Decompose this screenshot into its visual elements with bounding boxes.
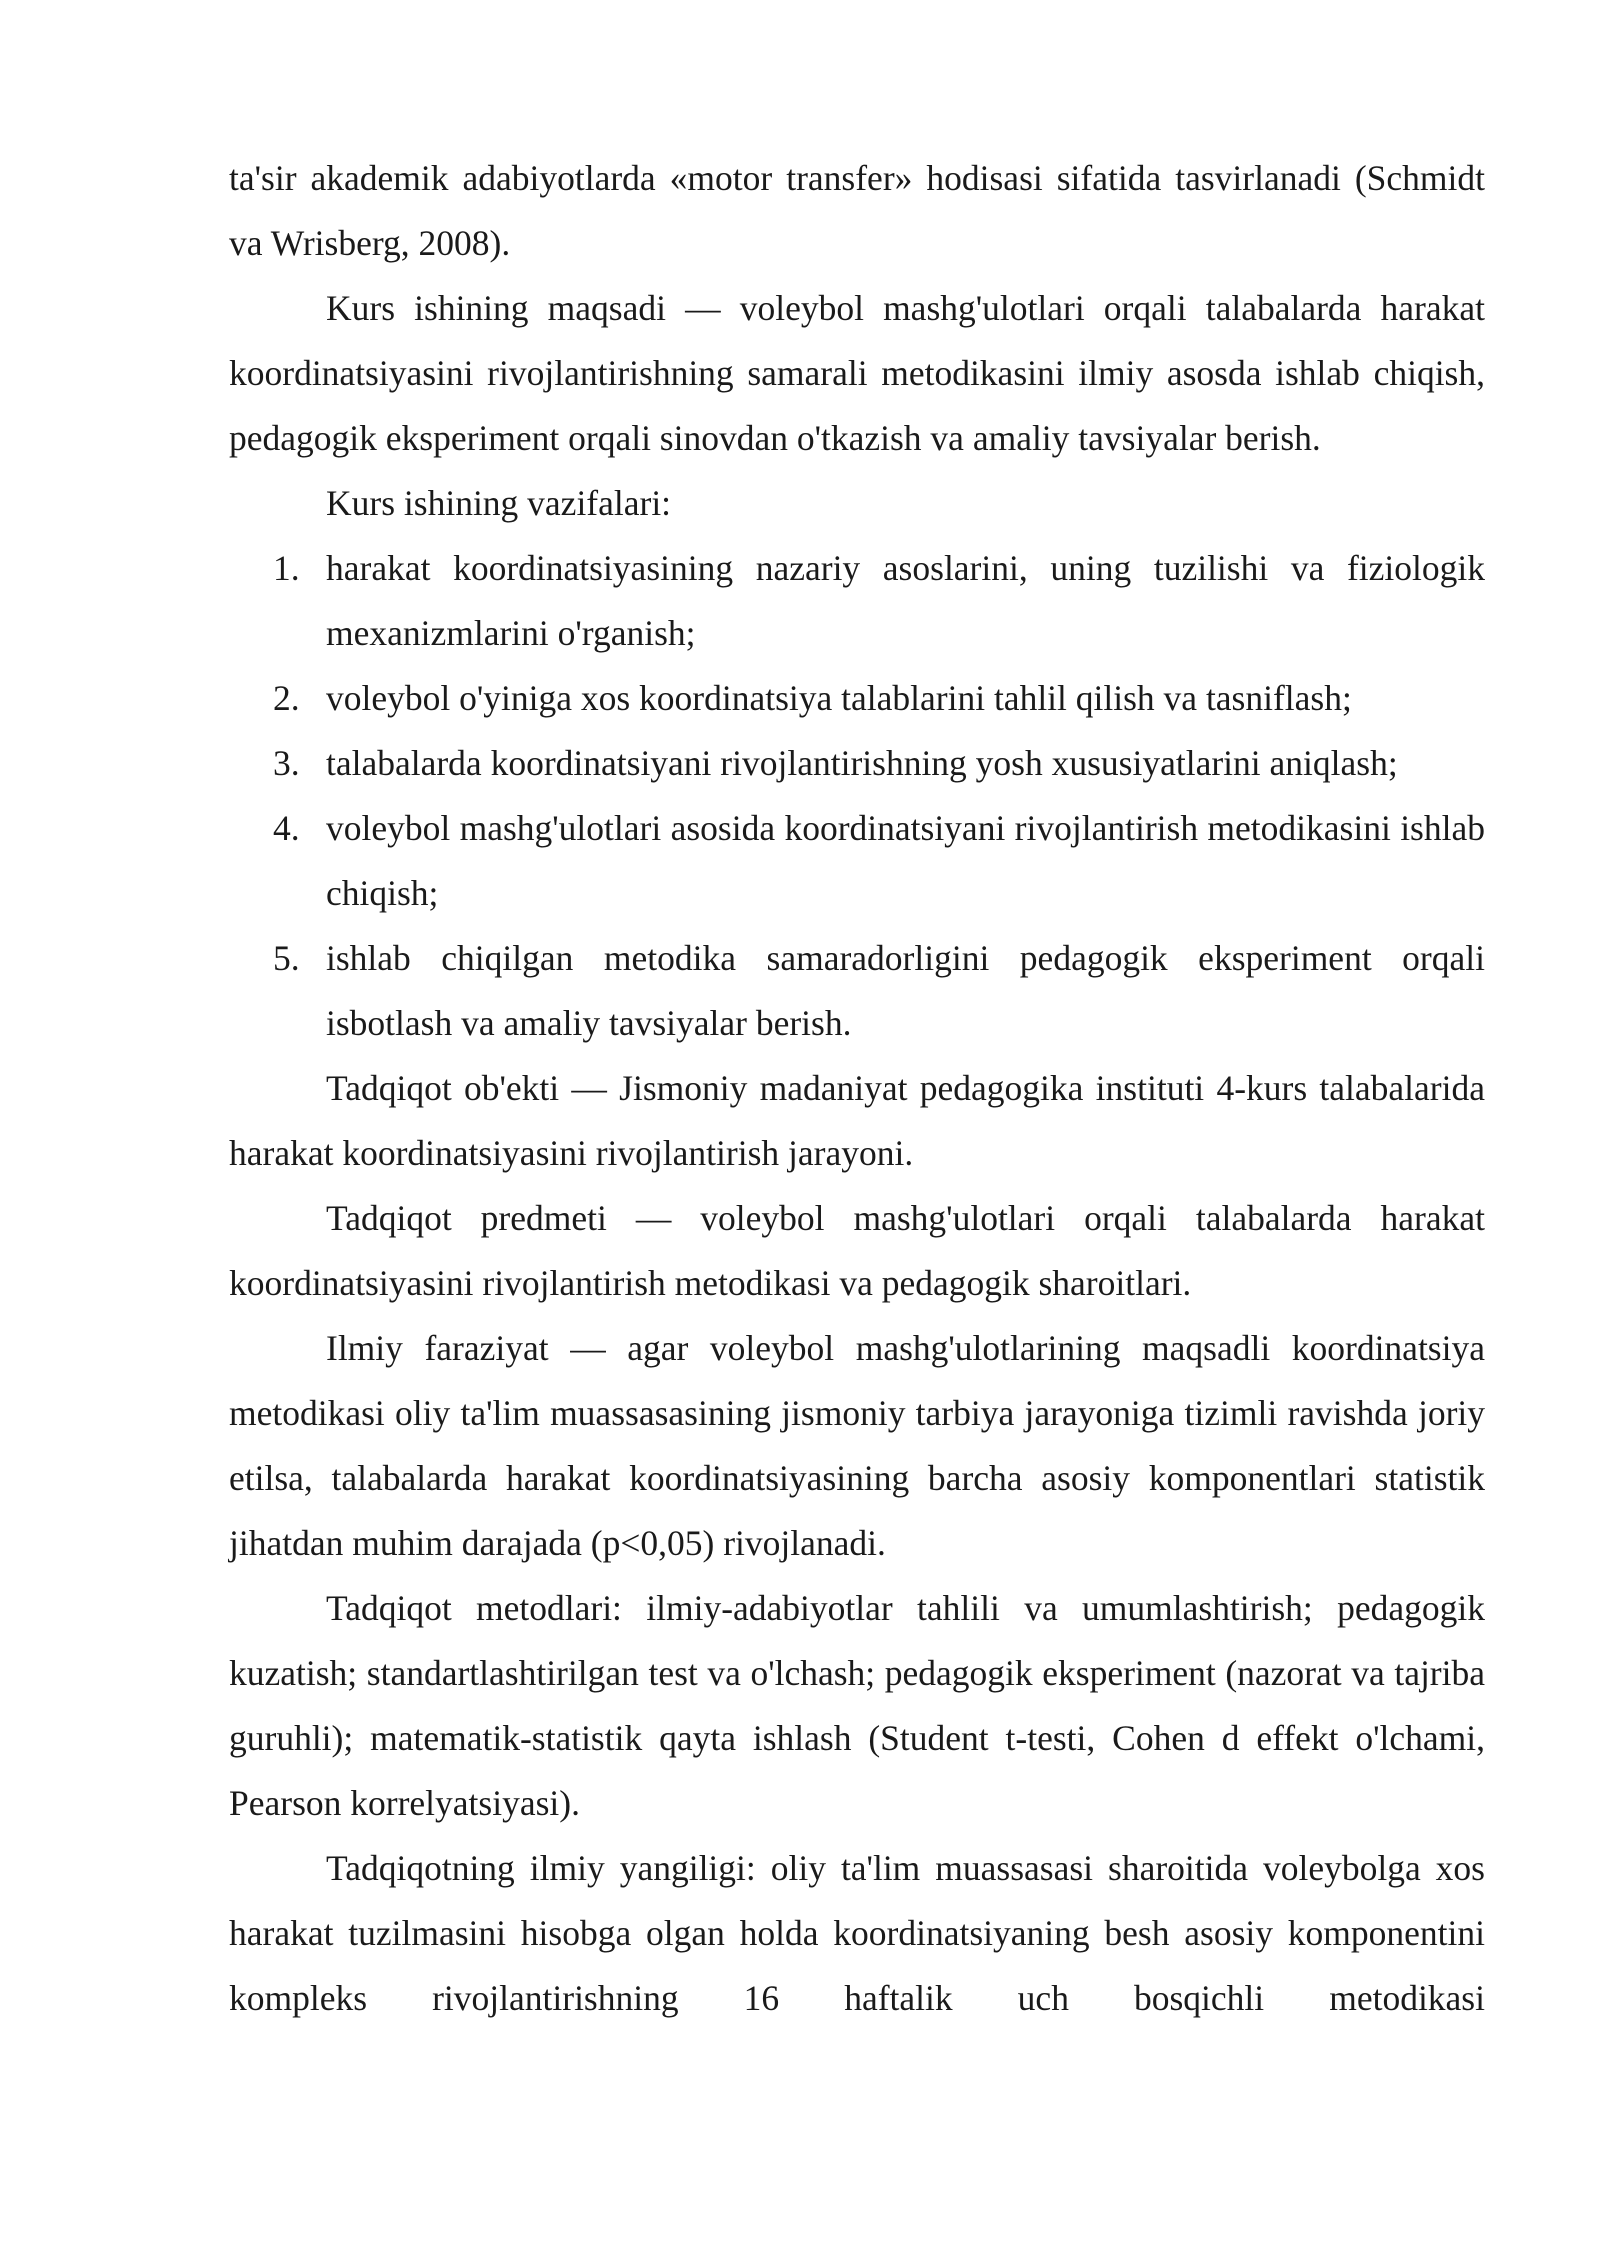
list-item — [229, 731, 1485, 796]
list-item-number: 3. — [273, 743, 300, 783]
paragraph-hypothesis: Ilmiy faraziyat — agar voleybol mashg'ulotlarining maqsadli koordinatsiya metodikasi oliy ta'lim muassasasining jismoniy tarbiya jarayoniga tizimli ravishda joriy etilsa, talabalarda harakat koordinatsiyasining barcha asosiy komponentlari statistik jihatdan muhim darajada (p<0,05) rivojlanadi. — [229, 1328, 1485, 1563]
list-item-text: voleybol o'yiniga xos koordinatsiya talablarini tahlil qilish va tasniflash; — [326, 678, 1352, 718]
list-item-text: voleybol mashg'ulotlari asosida koordinatsiyani rivojlantirish metodikasini ishlab chiqish; — [326, 808, 1485, 913]
list-item-text: harakat koordinatsiyasining nazariy asoslarini, uning tuzilishi va fiziologik mexanizmlarini o'rganish; — [326, 548, 1485, 653]
document-page — [229, 146, 1485, 2031]
list-item — [229, 536, 1485, 666]
tasks-list — [229, 536, 1485, 1056]
list-item-number: 2. — [273, 678, 300, 718]
list-item-number: 1. — [273, 548, 300, 588]
list-item — [229, 926, 1485, 1056]
list-item-text: ishlab chiqilgan metodika samaradorligini pedagogik eksperiment orqali isbotlash va amaliy tavsiyalar berish. — [326, 938, 1485, 1043]
paragraph-research-object: Tadqiqot ob'ekti — Jismoniy madaniyat pedagogika instituti 4-kurs talabalarida harakat koordinatsiyasini rivojlantirish jarayoni. — [229, 1068, 1485, 1173]
list-item-number: 5. — [273, 938, 300, 978]
list-item — [229, 666, 1485, 731]
paragraph-tasks-heading: Kurs ishining vazifalari: — [326, 483, 672, 523]
list-item — [229, 796, 1485, 926]
list-item-number: 4. — [273, 808, 300, 848]
paragraph-scientific-novelty: Tadqiqotning ilmiy yangiligi: oliy ta'lim muassasasi sharoitida voleybolga xos harakat tuzilmasini hisobga olgan holda koordinatsiyaning besh asosiy komponentini kompleks rivojlantirishning 16 haftalik uch bosqichli metodikasi — [229, 1848, 1485, 2018]
list-item-text: talabalarda koordinatsiyani rivojlantirishning yosh xususiyatlarini aniqlash; — [326, 743, 1398, 783]
paragraph-research-subject: Tadqiqot predmeti — voleybol mashg'ulotlari orqali talabalarda harakat koordinatsiyasini rivojlantirish metodikasi va pedagogik sharoitlari. — [229, 1198, 1485, 1303]
paragraph-motor-transfer: ta'sir akademik adabiyotlarda «motor transfer» hodisasi sifatida tasvirlanadi (Schmidt va Wrisberg, 2008). — [229, 158, 1485, 263]
paragraph-research-methods: Tadqiqot metodlari: ilmiy-adabiyotlar tahlili va umumlashtirish; pedagogik kuzatish; standartlashtirilgan test va o'lchash; pedagogik eksperiment (nazorat va tajriba guruhli); matematik-statistik qayta ishlash (Student t-testi, Cohen d effekt o'lchami, Pearson korrelyatsiyasi). — [229, 1588, 1485, 1823]
paragraph-goal: Kurs ishining maqsadi — voleybol mashg'ulotlari orqali talabalarda harakat koordinatsiyasini rivojlantirishning samarali metodikasini ilmiy asosda ishlab chiqish, pedagogik eksperiment orqali sinovdan o'tkazish va amaliy tavsiyalar berish. — [229, 288, 1485, 458]
